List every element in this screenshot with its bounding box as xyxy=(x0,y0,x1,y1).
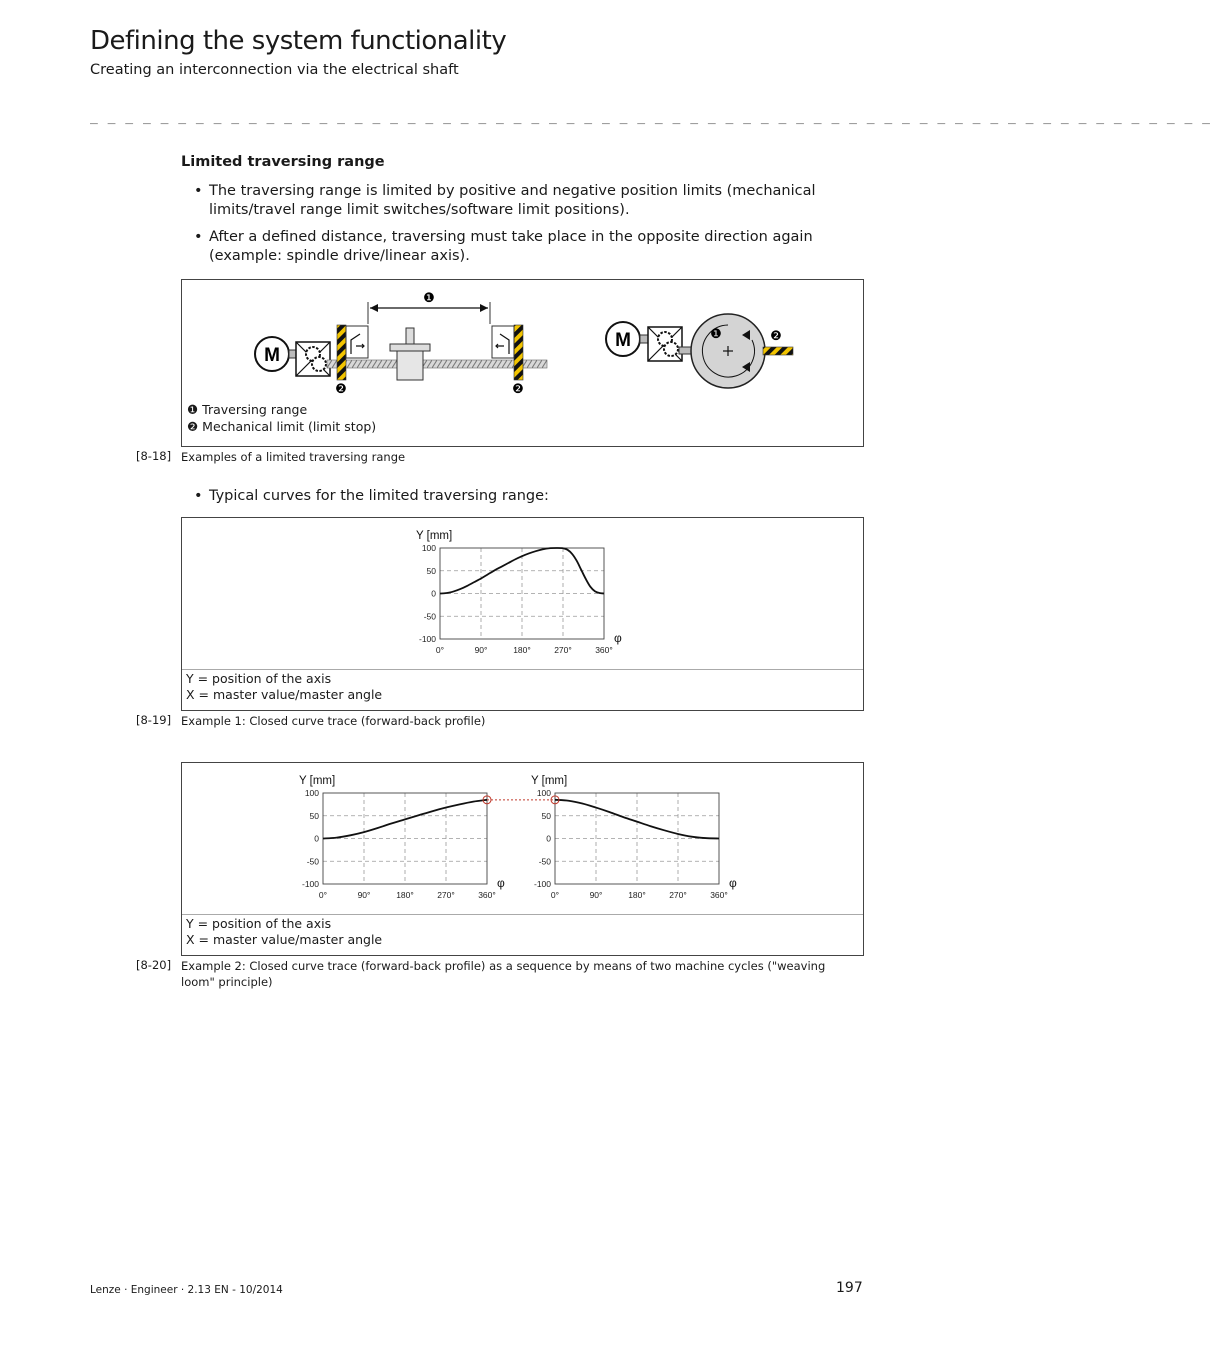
gearbox-icon xyxy=(648,327,682,361)
x-tick-label: 90° xyxy=(589,890,603,900)
x-tick-label: 0° xyxy=(435,645,445,655)
series-line xyxy=(323,800,487,839)
y-tick-label: 100 xyxy=(304,788,319,798)
x-tick-label: 0° xyxy=(318,890,328,900)
chart-example-1 xyxy=(182,518,863,669)
left-limit-switch-icon xyxy=(346,326,368,358)
legend-item: X = master value/master angle xyxy=(186,687,383,702)
marker-traversing-range: ❶ xyxy=(423,290,435,305)
carriage xyxy=(390,328,430,380)
bullet-text: After a defined distance, traversing must take place in the opposite direction again (example: spindle drive/linear axis). xyxy=(209,229,813,264)
y-tick-label: 0 xyxy=(431,588,436,599)
figure-number: [8-19] xyxy=(136,713,172,727)
x-tick-label: 360° xyxy=(710,890,728,900)
bullet-symbol: • xyxy=(194,488,203,504)
motor-symbol xyxy=(606,322,640,356)
x-axis-label: φ xyxy=(614,631,622,645)
motor-symbol xyxy=(255,337,289,371)
right-limit-stop xyxy=(514,325,523,380)
series-line xyxy=(555,800,719,839)
figure-limited-traversing xyxy=(181,279,864,447)
y-tick-label: 50 xyxy=(426,565,436,576)
x-tick-label: 90° xyxy=(357,890,371,900)
y-tick-label: 100 xyxy=(421,543,436,553)
page-subtitle: Creating an interconnection via the electrical shaft xyxy=(90,62,459,78)
y-tick-label: 50 xyxy=(309,810,319,821)
left-limit-stop xyxy=(337,325,346,380)
bullet-text: The traversing range is limited by positive and negative position limits (mechanical limits/travel range limit switches/software limit positions). xyxy=(209,183,816,218)
figure-caption: Examples of a limited traversing range xyxy=(181,450,406,464)
marker-limit-right: ❷ xyxy=(512,381,524,396)
y-axis-label: Y [mm] xyxy=(531,775,568,787)
x-tick-label: 180° xyxy=(513,645,531,655)
bullet-item xyxy=(194,487,862,506)
footer-publication: Lenze · Engineer · 2.13 EN - 10/2014 xyxy=(90,1284,283,1296)
marker-limit-left: ❷ xyxy=(335,381,347,396)
x-axis-label: φ xyxy=(497,876,505,890)
x-axis-label: φ xyxy=(729,876,737,890)
header-separator: _ _ _ _ _ _ _ _ _ _ _ _ _ _ _ _ _ _ _ _ _ _ _ _ _ _ _ _ _ _ _ _ _ _ _ _ _ _ _ _ _ _ _ _ _ _ _ _ _ _ _ _ _ _ _ _ _ _ _ _ _ _ _ _ xyxy=(90,110,1211,125)
chart-2 xyxy=(299,775,505,900)
legend-item: ❷ Mechanical limit (limit stop) xyxy=(187,419,377,434)
gearbox-icon xyxy=(296,342,330,376)
legend-item: X = master value/master angle xyxy=(186,932,383,947)
bullet-text: Typical curves for the limited traversing range: xyxy=(209,488,549,504)
y-tick-label: -50 xyxy=(423,611,436,622)
x-tick-label: 90° xyxy=(474,645,488,655)
page-number: 197 xyxy=(836,1280,863,1296)
right-limit-switch-icon xyxy=(492,326,514,358)
figure-caption: Example 2: Closed curve trace (forward-back profile) as a sequence by means of two machine cycles ("weaving loom" principle) xyxy=(181,959,826,989)
x-tick-label: 180° xyxy=(628,890,646,900)
x-tick-label: 360° xyxy=(478,890,496,900)
bullet-symbol: • xyxy=(194,183,203,199)
page-title: Defining the system functionality xyxy=(90,26,507,56)
chart-3 xyxy=(531,775,737,900)
x-tick-label: 360° xyxy=(595,645,613,655)
y-tick-label: -50 xyxy=(306,856,319,867)
chart-example-2 xyxy=(182,763,863,914)
y-tick-label: -100 xyxy=(418,634,436,644)
rotary-limit-stop xyxy=(763,347,793,355)
bullet-item xyxy=(194,228,862,266)
x-tick-label: 270° xyxy=(554,645,572,655)
y-tick-label: 100 xyxy=(536,788,551,798)
x-tick-label: 180° xyxy=(396,890,414,900)
rotary-table xyxy=(691,314,765,388)
chart-1 xyxy=(416,530,622,655)
y-axis-label: Y [mm] xyxy=(416,530,453,542)
motor-label: M xyxy=(615,330,631,351)
y-tick-label: -100 xyxy=(533,879,551,889)
figure-number: [8-18] xyxy=(136,449,172,463)
bullet-item xyxy=(194,182,862,220)
y-tick-label: 0 xyxy=(314,833,319,844)
figure-caption: Example 1: Closed curve trace (forward-back profile) xyxy=(181,714,486,728)
marker-limit: ❷ xyxy=(770,328,782,343)
legend-item: ❶ Traversing range xyxy=(187,402,308,417)
x-tick-label: 270° xyxy=(669,890,687,900)
y-tick-label: 0 xyxy=(546,833,551,844)
x-tick-label: 0° xyxy=(550,890,560,900)
section-heading: Limited traversing range xyxy=(181,154,385,170)
motor-label: M xyxy=(264,345,280,366)
marker-traversing-range: ❶ xyxy=(710,326,722,341)
y-axis-label: Y [mm] xyxy=(299,775,336,787)
figure-number: [8-20] xyxy=(136,958,172,972)
y-tick-label: 50 xyxy=(541,810,551,821)
x-tick-label: 270° xyxy=(437,890,455,900)
figure-example-1 xyxy=(181,517,864,711)
range-dimension-arrow xyxy=(368,302,490,324)
y-tick-label: -50 xyxy=(538,856,551,867)
legend-divider xyxy=(182,914,863,915)
legend-item: Y = position of the axis xyxy=(186,671,332,686)
bullet-symbol: • xyxy=(194,229,203,245)
legend-item: Y = position of the axis xyxy=(186,916,332,931)
y-tick-label: -100 xyxy=(301,879,319,889)
figure-example-2 xyxy=(181,762,864,956)
legend-divider xyxy=(182,669,863,670)
motor-shaft xyxy=(640,335,648,343)
